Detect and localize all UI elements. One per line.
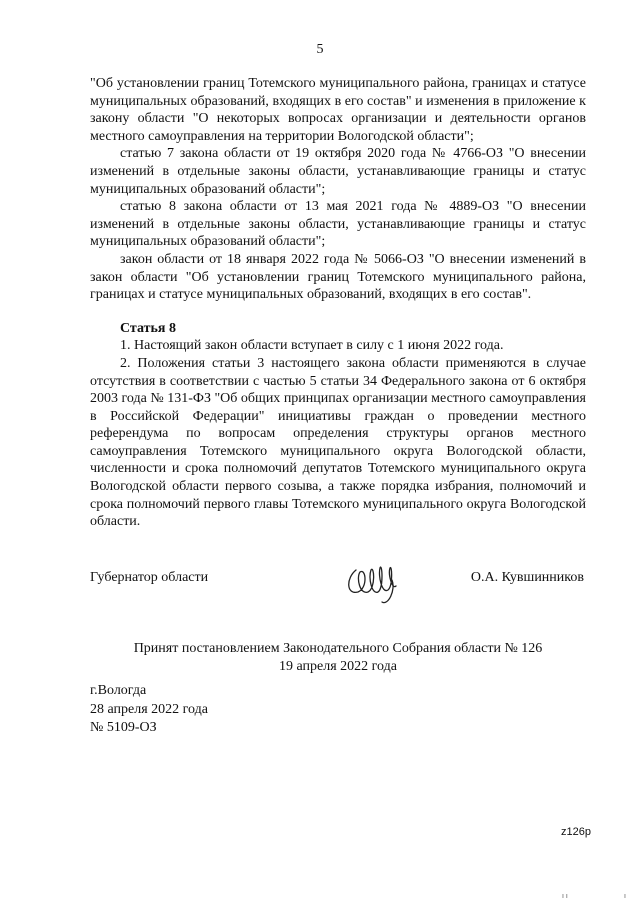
scan-mark: ı [624,893,626,900]
adoption-date: 19 апреля 2022 года [279,658,397,674]
paragraph: закон области от 18 января 2022 года № 5066-ОЗ "О внесении изменений в закон области "Об установлении границ Тотемского муниципального района, границах и статусе муниципальных образований, входящих в его состав". [90,251,586,303]
law-number: № 5109-ОЗ [90,720,157,735]
governor-title: Губернатор области [90,570,209,585]
article-item: 2. Положения статьи 3 настоящего закона области применяются в случае отсутствия в соответствии с частью 5 статьи 34 Федерального закона от 6 октября 2003 года № 131-ФЗ "Об общих принципах организации местного самоуправления в Российской Федерации" инициативы граждан о проведении местного референдума по вопросам определения структуры органов местного самоуправления Тотемского муниципального округа Вологодской области, численности и срока полномочий депутатов Тотемского муниципального округа Вологодской области первого созыва, а также порядка избрания, полномочий и срока полномочий первого главы Тотемского муниципального округа Вологодской области. [90,355,586,530]
paragraph: статью 7 закона области от 19 октября 2020 года № 4766-ОЗ "О внесении изменений в отдельные законы области, устанавливающие границы и статус муниципальных образований области"; [90,146,586,197]
place-date-block [90,682,208,738]
signature-icon [338,540,408,610]
page-number: 5 [316,42,324,57]
governor-name: О.А. Кувшинников [470,570,584,585]
document-code: z126p [561,826,591,838]
city: г.Вологда [90,683,147,698]
article-item: 1. Настоящий закон области вступает в силу с 1 июня 2022 года. [120,338,504,354]
adoption-line: Принят постановлением Законодательного Собрания области № 126 [133,641,543,656]
signing-date: 28 апреля 2022 года [90,701,208,717]
document-body [90,75,586,531]
scan-mark: ı ı [562,893,568,900]
article-title: Статья 8 [120,320,176,336]
paragraph: "Об установлении границ Тотемского муниципального района, границах и статусе муниципальных образований, входящих в его состав" и изменения в приложение к закону области "О некоторых вопросах организации и деятельности органов местного самоуправления на территории Вологодской области"; [90,76,586,144]
adoption-note [90,640,586,675]
paragraph: статью 8 закона области от 13 мая 2021 года № 4889-ОЗ "О внесении изменений в отдельные законы области, устанавливающие границы и статус муниципальных образований области"; [90,199,586,250]
signature-block [90,540,586,620]
